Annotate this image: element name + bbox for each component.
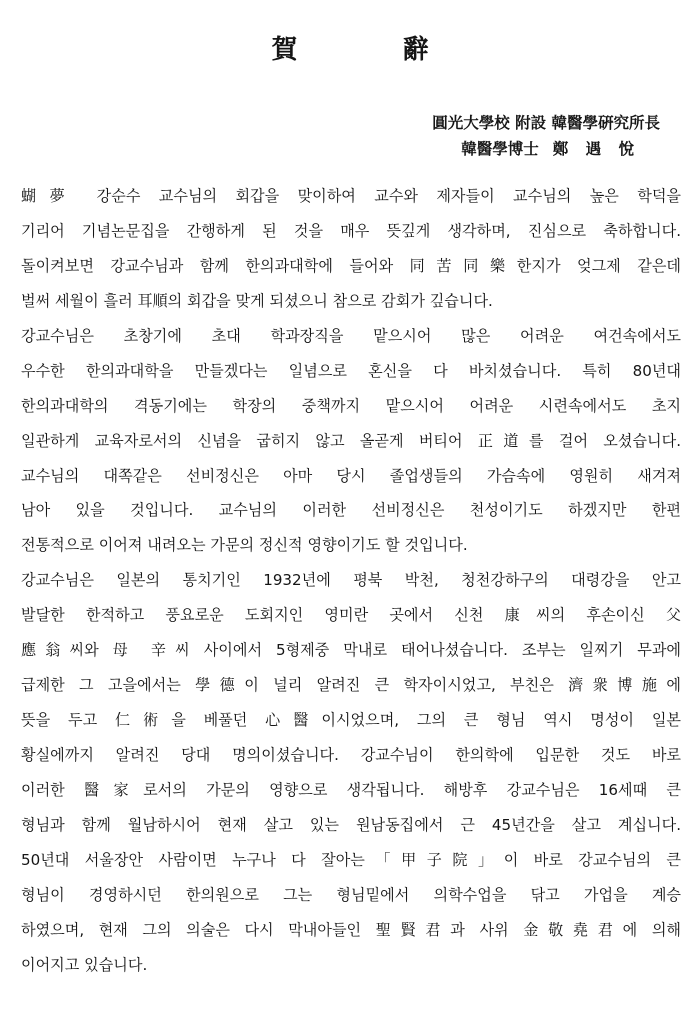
text-line: 우수한 한의과대학을 만들겠다는 일념으로 혼신을 다 바치셨습니다. 특히 80년대 bbox=[21, 361, 681, 380]
text-line: 하였으며, 현재 그의 의술은 다시 막내아들인 聖賢君과 사위 金敬堯君에 의해 bbox=[21, 920, 681, 939]
author-degree: 韓醫學博士 bbox=[461, 139, 539, 158]
text-line: 한의과대학의 격동기에는 학장의 중책까지 맡으시어 어려운 시련속에서도 초지 bbox=[21, 396, 681, 415]
text-line: 돌이켜보면 강교수님과 함께 한의과대학에 들어와 同苦同樂한지가 엊그제 같은데 bbox=[21, 256, 681, 275]
text-line: 벌써 세월이 흘러 耳順의 회갑을 맞게 되셨으니 참으로 감회가 깊습니다. bbox=[21, 291, 493, 310]
text-line: 이어지고 있습니다. bbox=[21, 955, 148, 974]
text-line: 뜻을 두고 仁術을 베풀던 心醫이시었으며, 그의 큰 형님 역시 명성이 일본 bbox=[21, 711, 681, 730]
author-affiliation: 圓光大學校 附設 韓醫學硏究所長 bbox=[432, 113, 660, 132]
text-line: 50년대 서울장안 사람이면 누구나 다 잘아는「甲子院」이 바로 강교수님의 큰 bbox=[21, 850, 681, 869]
text-line: 급제한 그 고을에서는 學德이 널리 알려진 큰 학자이시었고, 부친은 濟衆博施에 bbox=[21, 676, 681, 695]
text-line: 蝴夢 강순수 교수님의 회갑을 맞이하여 교수와 제자들이 교수님의 높은 학덕을 bbox=[21, 187, 681, 205]
author-name: 鄭 遇 悅 bbox=[552, 139, 640, 158]
text-line: 전통적으로 이어져 내려오는 가문의 정신적 영향이기도 할 것입니다. bbox=[21, 536, 468, 555]
text-line: 강교수님은 일본의 통치기인 1932년에 평북 박천, 청천강하구의 대령강을 안고 bbox=[21, 571, 681, 590]
text-line: 이러한 醫家로서의 가문의 영향으로 생각됩니다. 해방후 강교수님은 16세때 큰 bbox=[21, 780, 681, 799]
congratulatory-text bbox=[21, 179, 681, 983]
text-line: 황실에까지 알려진 당대 명의이셨습니다. 강교수님이 한의학에 입문한 것도 바로 bbox=[21, 746, 681, 764]
text-line: 일관하게 교육자로서의 신념을 굽히지 않고 올곧게 버티어 正道를 걸어 오셨습니다. bbox=[21, 431, 681, 450]
page-title: 賀 辭 bbox=[271, 35, 477, 65]
text-line: 강교수님은 초창기에 초대 학과장직을 맡으시어 많은 어려운 여건속에서도 bbox=[21, 326, 681, 345]
text-line: 應翁씨와 母 辛씨 사이에서 5형제중 막내로 태어나셨습니다. 조부는 일찌기 무과에 bbox=[21, 641, 681, 660]
text-line: 형님이 경영하시던 한의원으로 그는 형님밑에서 의학수업을 닦고 가업을 계승 bbox=[21, 885, 681, 904]
text-line: 교수님의 대쪽같은 선비정신은 아마 당시 졸업생들의 가슴속에 영원히 새겨져 bbox=[21, 466, 681, 485]
text-line: 기리어 기념논문집을 간행하게 된 것을 매우 뜻깊게 생각하며, 진심으로 축하합니다. bbox=[21, 221, 681, 240]
text-line: 형님과 함께 월남하시어 현재 살고 있는 원남동집에서 근 45년간을 살고 계십니다. bbox=[21, 815, 681, 834]
author-degree-line bbox=[461, 137, 640, 161]
text-line: 발달한 한적하고 풍요로운 도회지인 영미란 곳에서 신천 康씨의 후손이신 父 bbox=[21, 606, 681, 625]
text-line: 남아 있을 것입니다. 교수님의 이러한 선비정신은 천성이기도 하겠지만 한편 bbox=[21, 501, 681, 520]
